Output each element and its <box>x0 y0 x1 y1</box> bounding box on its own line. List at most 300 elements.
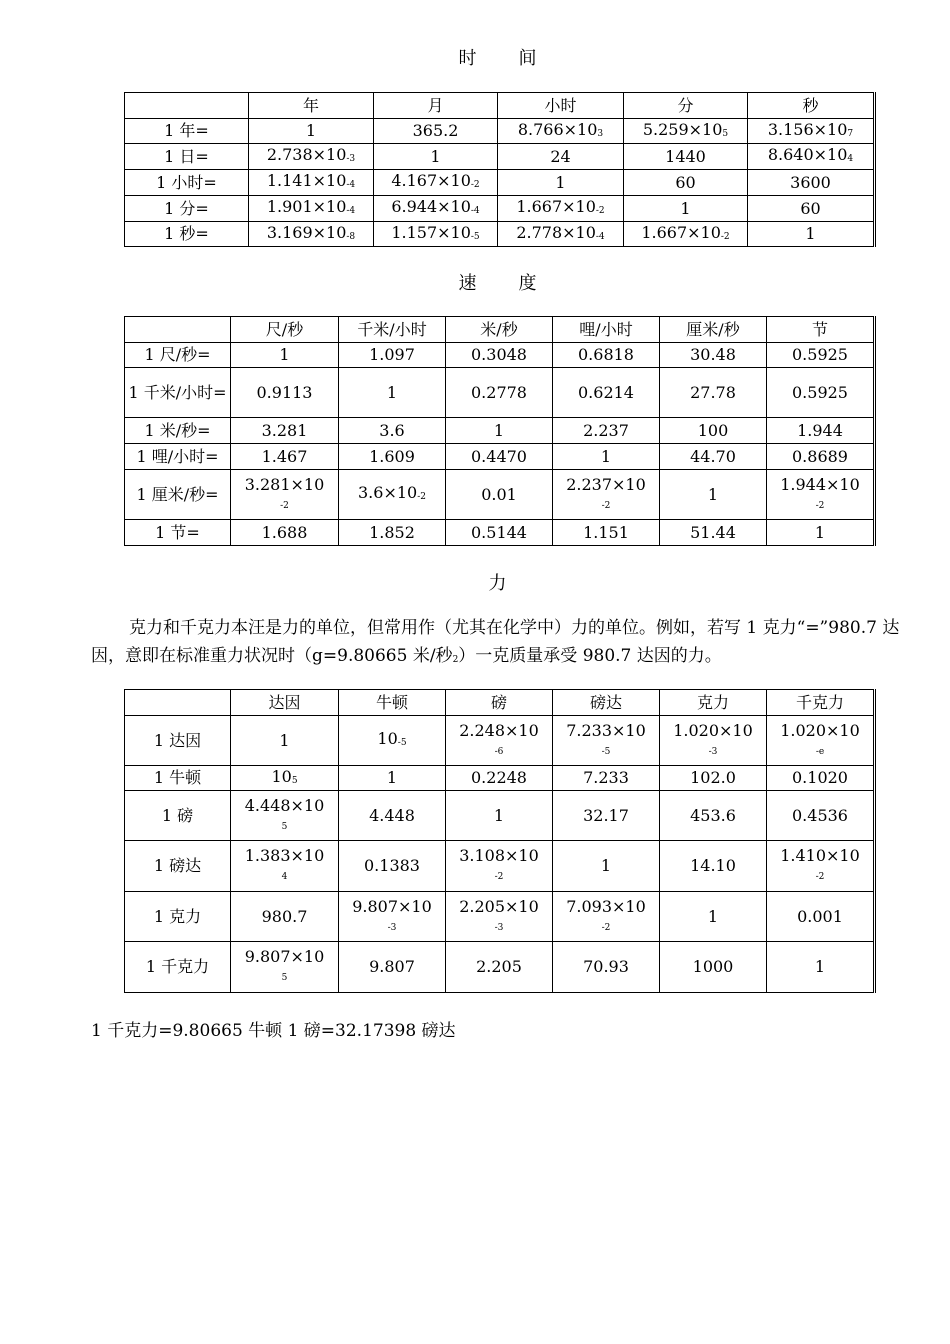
cell-text: 1.097 <box>369 345 415 364</box>
cell-text: 1.667×10 <box>516 197 596 216</box>
cell-text: 1 <box>493 805 505 825</box>
cell-exponent: 4 <box>281 872 288 882</box>
table-cell <box>553 343 660 368</box>
cell-text: 3600 <box>790 172 831 192</box>
table-cell <box>553 791 660 841</box>
table-cell <box>767 716 875 766</box>
title-char: 间 <box>518 48 537 69</box>
cell-exponent: -2 <box>815 500 825 511</box>
table-cell <box>231 444 339 470</box>
cell-text: 1 <box>707 484 719 504</box>
table-row <box>125 892 875 942</box>
table-cell <box>446 716 553 766</box>
cell-mantissa: 2.248×10 <box>459 720 539 740</box>
cell-text: 9.807 <box>369 957 415 976</box>
table-cell <box>498 144 624 170</box>
table-cell <box>553 942 660 993</box>
table-cell <box>767 343 875 368</box>
table-cell <box>374 170 498 196</box>
table-row <box>125 470 875 520</box>
row-label <box>125 470 231 520</box>
cell-text: 32.17 <box>583 805 629 825</box>
table-cell <box>374 222 498 247</box>
cell-exponent: -2 <box>280 500 289 511</box>
cell-mantissa: 1.383×10 <box>244 846 325 865</box>
table-cell <box>249 170 374 196</box>
table-cell <box>553 520 660 546</box>
cell-exponent: -2 <box>720 231 730 242</box>
table-cell <box>231 343 339 368</box>
cell-text: 1 米/秒= <box>144 420 211 440</box>
cell-text: 1 分= <box>164 198 209 218</box>
table-row <box>125 170 875 196</box>
table-cell <box>553 766 660 791</box>
table-cell <box>767 841 875 892</box>
cell-text: 27.78 <box>690 382 736 402</box>
table-cell <box>767 418 875 444</box>
cell-text: 1 千米/小时= <box>128 382 227 402</box>
table-cell <box>624 170 748 196</box>
cell-text: 1 尺/秒= <box>144 345 211 364</box>
cell-text: 1 秒= <box>164 224 209 243</box>
speed-section-title <box>0 269 950 295</box>
cell-exponent: 5 <box>291 775 298 786</box>
force-explanation-paragraph <box>91 614 901 673</box>
cell-text: 1 节= <box>155 522 200 542</box>
paragraph-exponent: 2 <box>452 655 459 665</box>
table-cell <box>553 716 660 766</box>
cell-text: 3.169×10 <box>266 222 347 242</box>
table-cell <box>231 520 339 546</box>
column-header: 分 <box>624 93 748 119</box>
cell-exponent: -2 <box>417 492 426 502</box>
cell-text: 24 <box>550 146 571 166</box>
cell-text: 60 <box>800 198 821 218</box>
cell-text: 0.6214 <box>578 382 634 402</box>
table-cell <box>231 892 339 942</box>
cell-exponent: 5 <box>281 973 288 983</box>
table-cell <box>231 841 339 892</box>
table-row <box>125 841 875 892</box>
title-char: 力 <box>488 573 507 594</box>
table-cell <box>339 520 446 546</box>
table-cell <box>660 418 767 444</box>
cell-text: 0.8689 <box>792 446 848 466</box>
table-cell <box>446 470 553 520</box>
cell-exponent: -5 <box>397 738 407 748</box>
cell-mantissa: 9.807×10 <box>244 947 325 966</box>
table-row <box>125 942 875 993</box>
cell-text: 10 <box>271 766 292 786</box>
cell-text: 44.70 <box>690 446 736 466</box>
cell-text: 2.237 <box>583 420 629 440</box>
table-row <box>125 716 875 766</box>
table-cell <box>249 144 374 170</box>
table-cell <box>339 892 446 942</box>
footer-note: 1 千克力=9.80665 牛顿 1 磅=32.17398 磅达 <box>91 1021 456 1041</box>
cell-text: 102.0 <box>690 768 736 787</box>
cell-mantissa: 2.205×10 <box>459 896 539 916</box>
cell-text: 51.44 <box>690 522 736 542</box>
column-header <box>125 93 249 119</box>
table-row <box>125 520 875 546</box>
cell-exponent: 5 <box>281 821 288 832</box>
table-cell <box>767 368 875 418</box>
table-cell <box>446 418 553 444</box>
cell-text: 1 <box>680 198 691 218</box>
table-cell <box>553 444 660 470</box>
column-header: 千米/小时 <box>339 317 446 343</box>
cell-exponent: -3 <box>346 154 356 164</box>
table-cell <box>767 444 875 470</box>
cell-text: 1 牛顿 <box>153 768 202 787</box>
cell-exponent: -5 <box>470 231 480 242</box>
table-cell <box>660 470 767 520</box>
cell-exponent: -4 <box>346 180 356 190</box>
table-cell <box>660 942 767 993</box>
cell-exponent: -2 <box>815 872 825 882</box>
table-cell <box>249 222 374 247</box>
table-cell <box>446 841 553 892</box>
cell-text: 8.640×10 <box>767 145 848 164</box>
cell-mantissa: 1.410×10 <box>780 846 860 865</box>
cell-text: 0.6818 <box>578 345 634 364</box>
table-cell <box>446 892 553 942</box>
cell-text: 365.2 <box>412 121 459 140</box>
cell-text: 8.766×10 <box>517 119 598 139</box>
cell-text: 30.48 <box>690 345 736 364</box>
column-header: 牛顿 <box>339 690 446 716</box>
cell-exponent: -e <box>815 746 825 757</box>
header-row <box>125 690 875 716</box>
table-cell <box>339 418 446 444</box>
cell-mantissa: 7.233×10 <box>566 720 646 740</box>
table-row <box>125 144 875 170</box>
cell-text: 3.281 <box>261 420 308 440</box>
table-cell <box>339 766 446 791</box>
cell-text: 14.10 <box>690 856 736 875</box>
cell-text: 70.93 <box>583 957 629 976</box>
table-row <box>125 343 875 368</box>
header-row <box>125 93 875 119</box>
table-cell <box>660 791 767 841</box>
column-header: 克力 <box>660 690 767 716</box>
table-cell <box>748 119 875 144</box>
table-cell <box>231 470 339 520</box>
cell-text: 1.667×10 <box>641 222 721 242</box>
cell-text: 1 克力 <box>153 906 202 926</box>
cell-exponent: -2 <box>494 872 504 882</box>
table-cell <box>553 470 660 520</box>
cell-text: 1 <box>814 957 826 976</box>
table-cell <box>767 892 875 942</box>
cell-mantissa: 3.108×10 <box>459 846 539 865</box>
cell-text: 1 <box>600 856 612 875</box>
table-cell <box>553 418 660 444</box>
cell-text: 0.001 <box>797 906 843 926</box>
table-cell <box>249 119 374 144</box>
cell-text: 453.6 <box>690 805 736 825</box>
table-cell <box>339 942 446 993</box>
cell-exponent: -4 <box>595 231 605 242</box>
title-char: 时 <box>458 48 477 69</box>
force-conversion-table <box>124 689 876 993</box>
row-label <box>125 170 249 196</box>
table-cell <box>767 470 875 520</box>
column-header: 米/秒 <box>446 317 553 343</box>
table-cell <box>374 144 498 170</box>
table-cell <box>446 791 553 841</box>
cell-text: 0.9113 <box>256 382 313 402</box>
cell-exponent: -2 <box>470 180 480 190</box>
cell-text: 1.157×10 <box>391 222 471 242</box>
cell-text: 1 <box>707 906 719 926</box>
table-cell <box>660 841 767 892</box>
row-label <box>125 716 231 766</box>
cell-mantissa: 7.093×10 <box>566 896 646 916</box>
table-cell <box>498 222 624 247</box>
table-cell <box>339 444 446 470</box>
cell-text: 1 <box>805 224 816 243</box>
cell-text: 0.5925 <box>792 382 848 402</box>
row-label <box>125 222 249 247</box>
column-header <box>125 317 231 343</box>
table-cell <box>660 520 767 546</box>
column-header: 哩/小时 <box>553 317 660 343</box>
table-cell <box>748 196 875 222</box>
table-row <box>125 368 875 418</box>
time-conversion-table <box>124 92 876 247</box>
table-row <box>125 444 875 470</box>
cell-exponent: -2 <box>601 922 611 933</box>
table-cell <box>624 222 748 247</box>
cell-mantissa: 3.281×10 <box>244 474 325 494</box>
cell-text: 0.3048 <box>471 345 527 364</box>
row-label <box>125 144 249 170</box>
column-header: 磅达 <box>553 690 660 716</box>
row-label <box>125 343 231 368</box>
column-header: 千克力 <box>767 690 875 716</box>
table-cell <box>553 841 660 892</box>
cell-exponent: 4 <box>847 154 854 164</box>
cell-text: 0.5925 <box>792 345 848 364</box>
speed-conversion-table <box>124 316 876 546</box>
row-label <box>125 368 231 418</box>
table-row <box>125 766 875 791</box>
table-cell <box>767 766 875 791</box>
table-cell <box>374 119 498 144</box>
cell-text: 1.852 <box>369 522 415 542</box>
cell-text: 0.01 <box>481 484 517 504</box>
table-cell <box>624 119 748 144</box>
column-header: 年 <box>249 93 374 119</box>
table-cell <box>748 170 875 196</box>
cell-text: 1 厘米/秒= <box>136 484 219 504</box>
force-section-title <box>0 569 950 595</box>
table-row <box>125 196 875 222</box>
cell-text: 1 哩/小时= <box>136 446 219 466</box>
cell-text: 1 <box>305 121 317 140</box>
cell-text: 6.944×10 <box>391 197 471 216</box>
table-row <box>125 791 875 841</box>
table-cell <box>339 343 446 368</box>
cell-text: 1 <box>279 345 290 364</box>
cell-exponent: -5 <box>601 746 611 757</box>
cell-exponent: 5 <box>722 128 729 139</box>
table-cell <box>339 841 446 892</box>
cell-mantissa: 1.944×10 <box>780 474 860 494</box>
cell-text: 1440 <box>665 146 706 166</box>
cell-text: 1 小时= <box>156 172 217 192</box>
cell-text: 1 日= <box>164 146 209 166</box>
cell-exponent: -2 <box>601 500 611 511</box>
row-label <box>125 119 249 144</box>
table-cell <box>339 791 446 841</box>
cell-text: 1 <box>600 446 612 466</box>
cell-text: 0.2778 <box>471 382 527 402</box>
cell-text: 5.259×10 <box>642 119 723 139</box>
table-cell <box>231 766 339 791</box>
table-row <box>125 418 875 444</box>
table-cell <box>624 196 748 222</box>
row-label <box>125 892 231 942</box>
cell-text: 1 <box>430 146 441 166</box>
cell-text: 1 达因 <box>153 730 202 750</box>
cell-text: 1.467 <box>261 446 308 466</box>
table-cell <box>339 470 446 520</box>
cell-mantissa: 1.020×10 <box>673 720 753 740</box>
cell-text: 3.6 <box>379 420 405 440</box>
row-label <box>125 418 231 444</box>
table-cell <box>767 942 875 993</box>
table-cell <box>446 766 553 791</box>
cell-exponent: -6 <box>494 746 504 757</box>
cell-text: 1 千克力 <box>145 957 210 976</box>
column-header: 小时 <box>498 93 624 119</box>
cell-text: 7.233 <box>583 768 629 787</box>
cell-text: 0.4470 <box>471 446 527 466</box>
table-cell <box>660 716 767 766</box>
table-row <box>125 222 875 247</box>
table-cell <box>374 196 498 222</box>
cell-text: 3.156×10 <box>767 119 848 139</box>
paragraph-text: 克力和千克力本汪是力的单位，但常用作（尤其在化学中）力的单位。例如，若写 1 克力“=”980.7 达因，意即在标准重力状况时（g=9.80665 米/秒 <box>91 618 900 666</box>
header-row <box>125 317 875 343</box>
cell-exponent: -4 <box>470 206 480 216</box>
cell-text: 0.4536 <box>792 805 848 825</box>
cell-exponent: -8 <box>346 231 356 242</box>
time-section-title <box>0 44 950 70</box>
table-cell <box>339 368 446 418</box>
cell-text: 2.738×10 <box>266 145 347 164</box>
row-label <box>125 766 231 791</box>
table-cell <box>624 144 748 170</box>
table-cell <box>446 343 553 368</box>
cell-text: 60 <box>675 172 696 192</box>
cell-text: 0.5144 <box>471 522 527 542</box>
cell-text: 0.1383 <box>364 856 420 875</box>
table-cell <box>231 368 339 418</box>
cell-text: 2.778×10 <box>516 222 596 242</box>
cell-text: 1 <box>493 420 505 440</box>
cell-exponent: 3 <box>597 128 604 139</box>
cell-mantissa: 1.020×10 <box>780 720 860 740</box>
cell-text: 1.688 <box>261 522 308 542</box>
table-cell <box>660 444 767 470</box>
cell-text: 1 <box>814 522 826 542</box>
cell-text: 4.448 <box>369 805 415 825</box>
cell-text: 1 年= <box>164 121 209 140</box>
table-cell <box>498 170 624 196</box>
title-char: 速 <box>458 273 477 294</box>
cell-text: 1.141×10 <box>266 171 347 190</box>
cell-text: 1 <box>386 382 398 402</box>
table-cell <box>660 892 767 942</box>
cell-text: 4.167×10 <box>391 171 471 190</box>
cell-text: 100 <box>697 420 729 440</box>
table-cell <box>446 942 553 993</box>
column-header: 节 <box>767 317 875 343</box>
table-row <box>125 119 875 144</box>
table-cell <box>249 196 374 222</box>
title-char: 度 <box>518 273 537 294</box>
paragraph-tail: ）一克质量承受 980.7 达因的力。 <box>458 646 722 666</box>
cell-exponent: -4 <box>346 206 356 216</box>
column-header: 秒 <box>748 93 875 119</box>
table-cell <box>231 791 339 841</box>
cell-exponent: 7 <box>847 128 854 139</box>
cell-text: 0.1020 <box>792 768 848 787</box>
cell-text: 1 磅 <box>161 805 194 825</box>
row-label <box>125 841 231 892</box>
table-cell <box>660 343 767 368</box>
column-header: 磅 <box>446 690 553 716</box>
cell-text: 1 磅达 <box>153 856 202 875</box>
table-cell <box>339 716 446 766</box>
column-header: 月 <box>374 93 498 119</box>
cell-text: 1.609 <box>369 446 415 466</box>
table-cell <box>767 791 875 841</box>
cell-text: 1.944 <box>797 420 843 440</box>
table-cell <box>231 716 339 766</box>
cell-text: 0.2248 <box>471 768 527 787</box>
cell-text: 980.7 <box>261 906 308 926</box>
table-cell <box>231 942 339 993</box>
cell-mantissa: 2.237×10 <box>566 474 646 494</box>
row-label <box>125 196 249 222</box>
table-cell <box>446 444 553 470</box>
column-header <box>125 690 231 716</box>
cell-exponent: -2 <box>595 206 605 216</box>
cell-mantissa: 9.807×10 <box>352 896 432 916</box>
row-label <box>125 520 231 546</box>
cell-text: 1 <box>279 730 290 750</box>
cell-text: 1000 <box>692 957 734 976</box>
table-cell <box>767 520 875 546</box>
cell-exponent: -3 <box>494 922 504 933</box>
table-cell <box>498 119 624 144</box>
row-label <box>125 791 231 841</box>
column-header: 厘米/秒 <box>660 317 767 343</box>
cell-text: 1 <box>555 172 566 192</box>
table-cell <box>748 222 875 247</box>
cell-text: 1.901×10 <box>266 197 347 216</box>
table-cell <box>660 766 767 791</box>
cell-text: 2.205 <box>476 957 522 976</box>
table-cell <box>553 892 660 942</box>
table-cell <box>446 368 553 418</box>
table-cell <box>660 368 767 418</box>
